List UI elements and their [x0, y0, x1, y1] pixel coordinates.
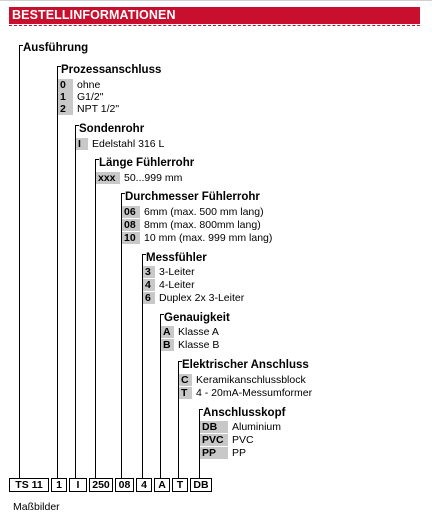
option-row: [200, 447, 246, 459]
option-label: Edelstahl 316 L: [92, 138, 165, 150]
option-label: Klasse A: [178, 326, 219, 338]
option-row: [76, 138, 164, 150]
option-row: [143, 279, 195, 291]
option-code: 6: [143, 292, 155, 304]
option-label: 4 - 20mA-Messumformer: [196, 387, 313, 399]
order-code-cell: 08: [115, 478, 134, 492]
order-code-cell: 4: [136, 478, 152, 492]
option-code: 3: [143, 266, 155, 278]
section-title-prozessanschluss: Prozessanschluss: [61, 64, 162, 76]
option-row: [96, 172, 182, 184]
option-row: [161, 326, 219, 338]
option-label: 6mm (max. 500 mm lang): [144, 206, 264, 218]
option-code: C: [179, 374, 192, 386]
section-title-anschlusskopf: Anschlusskopf: [203, 407, 286, 419]
tree-line-ausfuehrung: [19, 45, 20, 478]
option-label: Aluminium: [232, 421, 282, 433]
option-row: [58, 103, 119, 115]
header-dashed-rule: [9, 25, 420, 26]
option-label: ohne: [77, 79, 101, 91]
order-code-cell: 250: [89, 478, 113, 492]
option-label: PP: [232, 447, 247, 459]
option-row: [200, 421, 281, 433]
order-code-cell: T: [172, 478, 188, 492]
option-row: [58, 79, 100, 91]
section-title-ausfuehrung: Ausführung: [23, 42, 89, 54]
option-code: PP: [200, 447, 228, 459]
option-code: 0: [58, 79, 73, 91]
option-label: 4-Leiter: [159, 279, 195, 291]
option-code: 2: [58, 103, 73, 115]
option-row: [179, 374, 306, 386]
option-code: 08: [122, 219, 140, 231]
option-row: [122, 232, 272, 244]
option-label: 8mm (max. 800mm lang): [144, 219, 261, 231]
order-code-cell: I: [69, 478, 87, 492]
option-code: 1: [58, 91, 73, 103]
option-label: Keramikanschlussblock: [196, 374, 306, 386]
option-label: NPT 1/2": [77, 103, 120, 115]
option-row: [143, 292, 244, 304]
option-row: [179, 387, 312, 399]
order-code-row: [9, 478, 214, 492]
option-label: 3-Leiter: [159, 266, 195, 278]
section-title-laenge: Länge Fühlerrohr: [99, 157, 195, 169]
section-title-messfuehler: Messfühler: [146, 252, 207, 264]
section-title-genauigkeit: Genauigkeit: [164, 312, 230, 324]
footer-text: Maßbilder: [13, 501, 60, 513]
option-code: I: [76, 138, 88, 150]
option-row: [161, 339, 219, 351]
section-title-elektrischer-anschluss: Elektrischer Anschluss: [182, 359, 309, 371]
option-row: [122, 219, 261, 231]
tree-line-sondenrohr: [75, 125, 76, 478]
option-label: 50...999 mm: [124, 172, 183, 184]
option-label: 10 mm (max. 999 mm lang): [144, 232, 273, 244]
option-label: G1/2": [77, 91, 104, 103]
order-code-cell: A: [154, 478, 170, 492]
option-code: xxx: [96, 172, 120, 184]
order-code-cell: 1: [51, 478, 67, 492]
option-code: 4: [143, 279, 155, 291]
top-rule: [0, 0, 432, 1]
tree-line-laenge: [95, 159, 96, 478]
option-code: A: [161, 326, 174, 338]
option-code: B: [161, 339, 174, 351]
option-label: Klasse B: [178, 339, 220, 351]
option-code: T: [179, 387, 192, 399]
section-header: BESTELLINFORMATIONEN: [9, 7, 420, 24]
option-code: 06: [122, 206, 140, 218]
option-row: [122, 206, 264, 218]
option-label: Duplex 2x 3-Leiter: [159, 292, 245, 304]
option-code: 10: [122, 232, 140, 244]
option-row: [143, 266, 195, 278]
order-code-cell: DB: [190, 478, 212, 492]
option-label: PVC: [232, 434, 254, 446]
option-code: PVC: [200, 434, 228, 446]
section-title-sondenrohr: Sondenrohr: [79, 123, 145, 135]
option-code: DB: [200, 421, 228, 433]
tree-line-prozessanschluss: [57, 66, 58, 478]
section-title-durchmesser: Durchmesser Fühlerrohr: [125, 191, 260, 203]
option-row: [200, 434, 254, 446]
option-row: [58, 91, 104, 103]
order-code-cell: TS 11: [9, 478, 49, 492]
